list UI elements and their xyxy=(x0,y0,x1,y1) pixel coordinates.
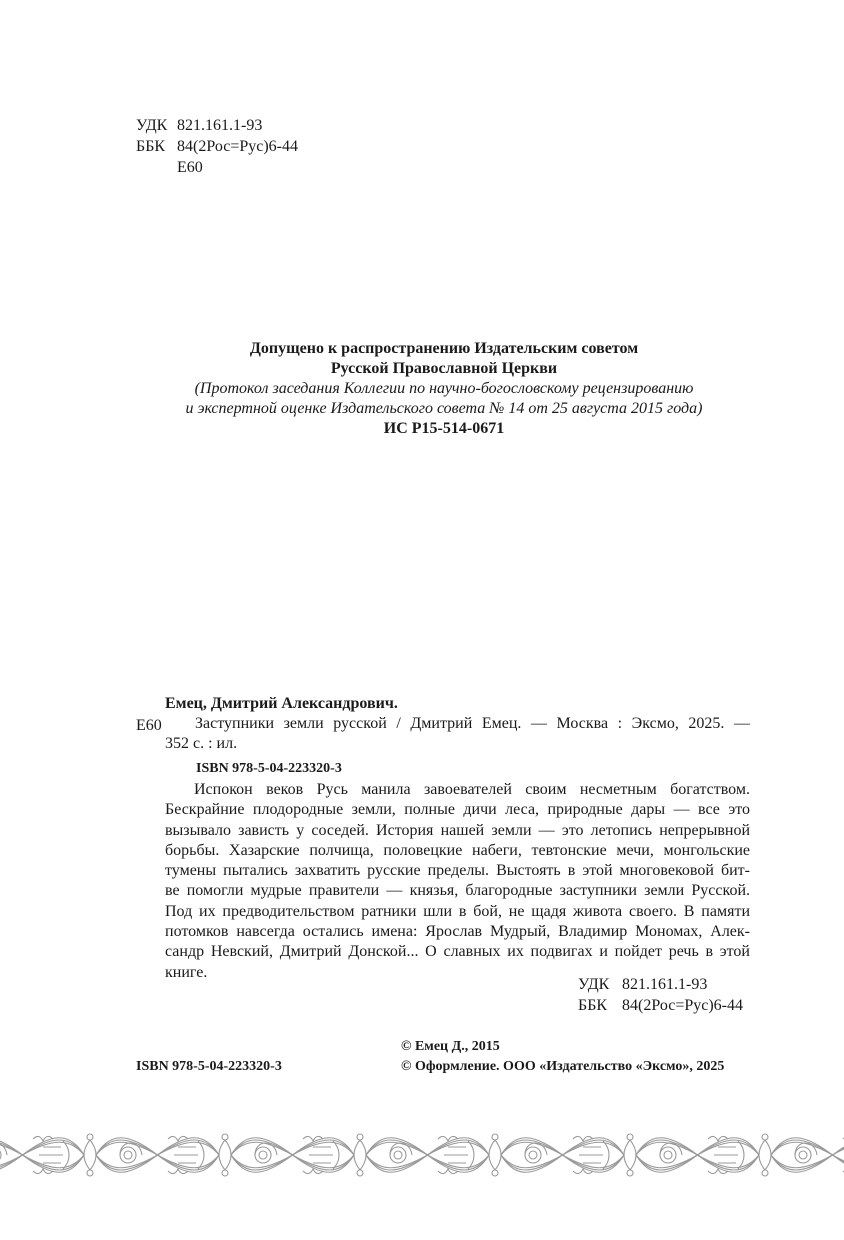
bibliographic-description-line-2: 352 с. : ил. xyxy=(165,735,238,752)
annotation-line: борьбы. Хазарские полчища, половецкие набеги, тевтонские мечи, монгольские xyxy=(165,841,750,859)
bbk-label: ББК xyxy=(136,138,166,155)
bottom-classification-block xyxy=(578,975,743,1017)
annotation-line: потомков навсегда остались имена: Ярослав Мудрый, Владимир Мономах, Алек- xyxy=(165,923,750,941)
isbn-footer: ISBN 978-5-04-223320-3 xyxy=(136,1059,282,1074)
annotation-line: Бескрайние плодородные земли, полные дичи леса, природные дары — все это xyxy=(165,801,750,819)
copyright-design: © Оформление. ООО «Издательство «Эксмо», 2025 xyxy=(401,1059,725,1074)
bbk-row xyxy=(136,137,298,158)
bbk-row xyxy=(578,996,743,1017)
annotation-line: Испокон веков Русь манила завоевателей своим несметным богатством. xyxy=(194,781,750,798)
author-mark-value: Е60 xyxy=(177,159,203,176)
approval-line-2: Русской Православной Церкви xyxy=(330,360,558,377)
author-mark: Е60 xyxy=(136,717,162,734)
author-mark-row xyxy=(136,158,298,179)
copyright-author: © Емец Д., 2015 xyxy=(401,1039,500,1054)
approval-protocol-line-1: (Протокол заседания Коллегии по научно-богословскому рецензированию xyxy=(194,380,694,397)
udc-label: УДК xyxy=(578,976,610,993)
bbk-value: 84(2Рос=Рус)6-44 xyxy=(622,997,744,1014)
annotation-line: ве помогли мудрые правители — князья, благородные заступники земли Русской. xyxy=(165,882,750,900)
approval-protocol-line-2: и экспертной оценке Издательского совета № 14 от 25 августа 2015 года) xyxy=(185,400,703,417)
bibliographic-description-line-1: Заступники земли русской / Дмитрий Емец. — Москва : Эксмо, 2025. — xyxy=(195,715,750,732)
annotation-line: книге. xyxy=(165,963,208,981)
udc-label: УДК xyxy=(136,117,168,134)
annotation-line: тумены пытались захватить русские пределы. Выстоять в этой многовековой бит- xyxy=(165,862,750,880)
udc-row xyxy=(136,116,298,137)
author-mark-label xyxy=(136,158,177,179)
udc-value: 821.161.1-93 xyxy=(622,976,708,993)
approval-line-1: Допущено к распространению Издательским советом xyxy=(249,340,639,357)
annotation-line: сандр Невский, Дмитрий Донской... О славных их подвигах и пойдет речь в этой xyxy=(165,943,750,961)
udc-value: 821.161.1-93 xyxy=(177,117,263,134)
bbk-value: 84(2Рос=Рус)6-44 xyxy=(177,138,299,155)
annotation-paragraph xyxy=(165,780,750,983)
annotation-line: вызывало зависть у соседей. История нашей земли — это летопись непрерывной xyxy=(165,821,750,839)
udc-row xyxy=(578,975,743,996)
church-approval-block xyxy=(160,339,728,439)
isbn-entry: ISBN 978-5-04-223320-3 xyxy=(196,761,342,776)
top-classification-block xyxy=(136,116,298,179)
author-heading: Емец, Дмитрий Александрович. xyxy=(165,695,398,712)
bbk-label: ББК xyxy=(578,997,608,1014)
annotation-line: Под их предводительством ратники шли в бой, не щадя живота своего. В памяти xyxy=(165,902,750,920)
celtic-knot-border-icon xyxy=(0,1128,844,1182)
approval-code: ИС Р15-514-0671 xyxy=(383,420,505,437)
